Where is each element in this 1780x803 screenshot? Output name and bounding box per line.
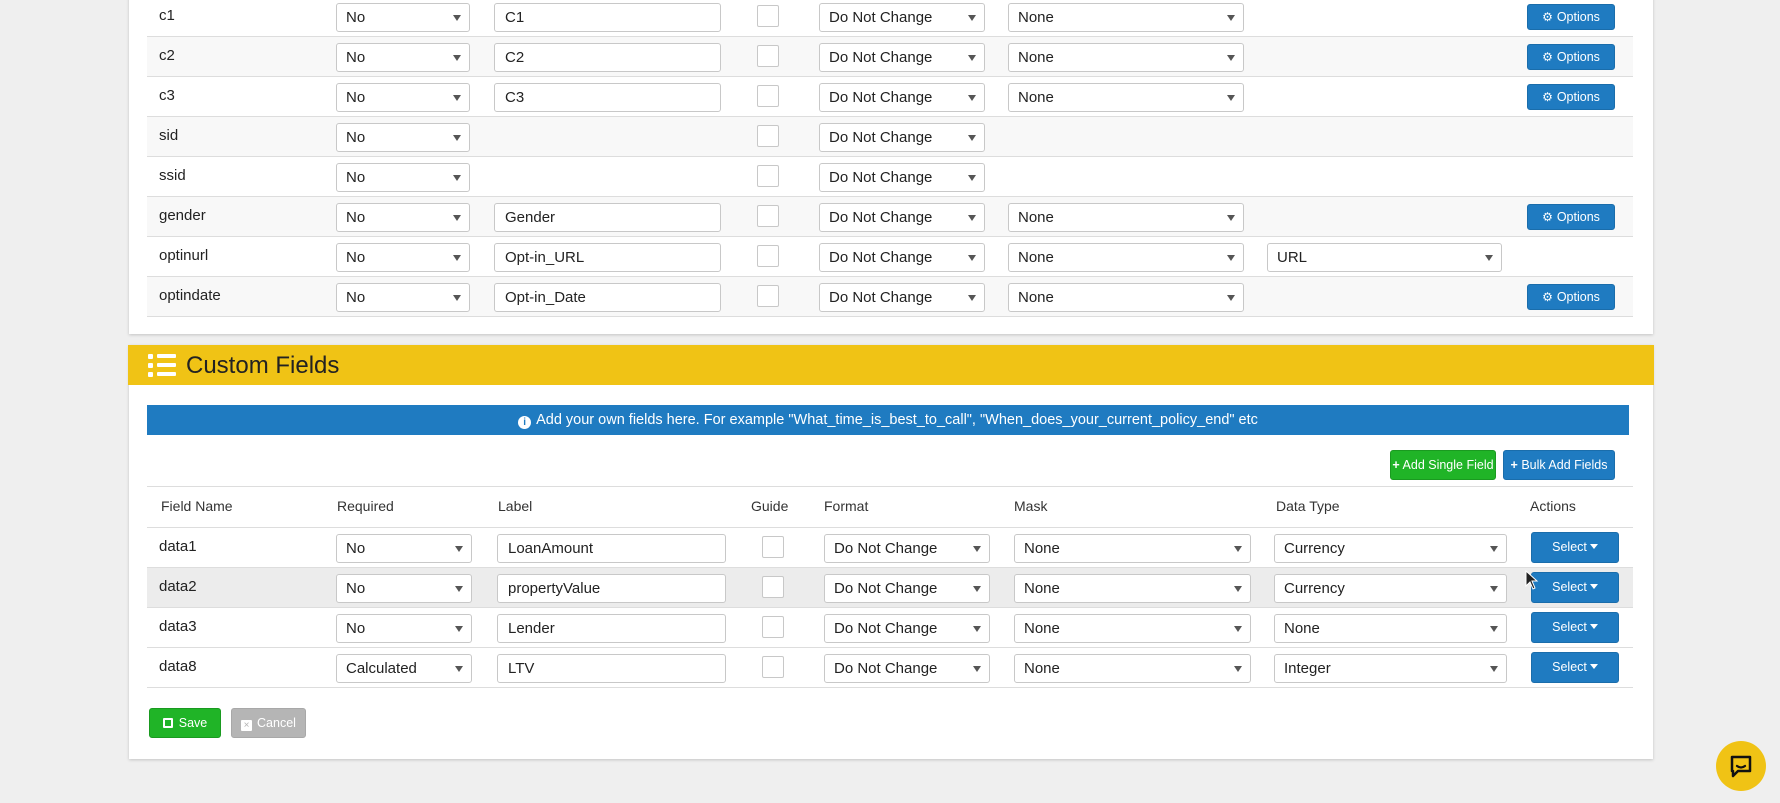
required-select[interactable]: No: [336, 3, 470, 32]
required-select[interactable]: No: [336, 614, 472, 643]
table-divider: [147, 486, 1633, 487]
column-header: Format: [824, 498, 869, 514]
field-name: data1: [159, 538, 197, 555]
format-select[interactable]: Do Not Change: [819, 283, 985, 312]
caret-down-icon: [973, 666, 981, 672]
options-button[interactable]: ⚙ Options: [1527, 44, 1615, 70]
caret-down-icon: [1590, 584, 1598, 589]
caret-down-icon: [968, 175, 976, 181]
table-row: [147, 157, 1633, 197]
caret-down-icon: [453, 55, 461, 61]
table-row: [147, 0, 1633, 37]
label-input[interactable]: Opt-in_Date: [494, 283, 721, 312]
caret-down-icon: [455, 546, 463, 552]
cancel-button[interactable]: × Cancel: [231, 708, 306, 738]
data-type-select[interactable]: Integer: [1274, 654, 1507, 683]
column-header: Required: [337, 498, 394, 514]
info-text: Add your own fields here. For example "What_time_is_best_to_call", "When_does_your_current_policy_end" etc: [536, 412, 1258, 428]
field-name: optindate: [159, 287, 221, 304]
caret-down-icon: [1227, 55, 1235, 61]
caret-down-icon: [453, 135, 461, 141]
required-select[interactable]: No: [336, 574, 472, 603]
label-input[interactable]: LTV: [497, 654, 726, 683]
format-select[interactable]: Do Not Change: [819, 203, 985, 232]
gears-icon: ⚙: [1542, 210, 1553, 224]
caret-down-icon: [1234, 626, 1242, 632]
select-action-button[interactable]: Select: [1531, 572, 1619, 603]
label-input[interactable]: LoanAmount: [497, 534, 726, 563]
label-input[interactable]: C2: [494, 43, 721, 72]
required-select[interactable]: No: [336, 163, 470, 192]
mask-select[interactable]: None: [1014, 534, 1251, 563]
field-name: c2: [159, 47, 175, 64]
gears-icon: ⚙: [1542, 50, 1553, 64]
required-select[interactable]: No: [336, 43, 470, 72]
mask-select[interactable]: None: [1008, 283, 1244, 312]
mouse-cursor: [1525, 570, 1539, 590]
caret-down-icon: [453, 15, 461, 21]
caret-down-icon: [968, 15, 976, 21]
caret-down-icon: [1234, 666, 1242, 672]
table-row: [147, 237, 1633, 277]
table-row: [147, 648, 1633, 688]
guide-checkbox[interactable]: [757, 245, 779, 267]
column-header: Field Name: [161, 498, 233, 514]
column-header: Actions: [1530, 498, 1576, 514]
format-select[interactable]: Do Not Change: [824, 534, 990, 563]
format-select[interactable]: Do Not Change: [819, 123, 985, 152]
data-type-select[interactable]: URL: [1267, 243, 1502, 272]
guide-checkbox[interactable]: [757, 45, 779, 67]
info-circle-icon: i: [518, 416, 531, 429]
label-input[interactable]: C3: [494, 83, 721, 112]
caret-down-icon: [1490, 586, 1498, 592]
format-select[interactable]: Do Not Change: [819, 83, 985, 112]
table-row: [147, 37, 1633, 77]
guide-checkbox[interactable]: [757, 5, 779, 27]
required-select[interactable]: No: [336, 123, 470, 152]
field-name: c1: [159, 7, 175, 24]
caret-down-icon: [1227, 255, 1235, 261]
table-row: [147, 77, 1633, 117]
caret-down-icon: [1227, 95, 1235, 101]
field-name: data8: [159, 658, 197, 675]
required-select[interactable]: No: [336, 283, 470, 312]
field-name: sid: [159, 127, 179, 144]
caret-down-icon: [455, 626, 463, 632]
data-type-select[interactable]: None: [1274, 614, 1507, 643]
table-row: [147, 528, 1633, 568]
mask-select[interactable]: None: [1008, 203, 1244, 232]
caret-down-icon: [973, 626, 981, 632]
caret-down-icon: [453, 215, 461, 221]
label-input[interactable]: Lender: [497, 614, 726, 643]
caret-down-icon: [1227, 295, 1235, 301]
caret-down-icon: [453, 175, 461, 181]
caret-down-icon: [1485, 255, 1493, 261]
table-row: [147, 568, 1633, 608]
caret-down-icon: [968, 215, 976, 221]
caret-down-icon: [973, 546, 981, 552]
caret-down-icon: [1590, 624, 1598, 629]
caret-down-icon: [1234, 546, 1242, 552]
plus-icon: +: [1392, 458, 1400, 472]
format-select[interactable]: Do Not Change: [824, 654, 990, 683]
guide-checkbox[interactable]: [762, 536, 784, 558]
label-input[interactable]: Gender: [494, 203, 721, 232]
gears-icon: ⚙: [1542, 10, 1553, 24]
plus-icon: +: [1510, 458, 1518, 472]
mask-select[interactable]: None: [1008, 43, 1244, 72]
field-name: c3: [159, 87, 175, 104]
caret-down-icon: [973, 586, 981, 592]
options-button[interactable]: ⚙ Options: [1527, 204, 1615, 230]
format-select[interactable]: Do Not Change: [824, 614, 990, 643]
format-select[interactable]: Do Not Change: [819, 163, 985, 192]
label-input[interactable]: C1: [494, 3, 721, 32]
caret-down-icon: [968, 295, 976, 301]
custom-fields-header: [128, 345, 1654, 385]
guide-checkbox[interactable]: [762, 576, 784, 598]
guide-checkbox[interactable]: [757, 285, 779, 307]
custom-fields-title: Custom Fields: [186, 352, 340, 379]
table-row: [147, 197, 1633, 237]
mask-select[interactable]: None: [1008, 83, 1244, 112]
select-action-button[interactable]: Select: [1531, 652, 1619, 683]
custom-fields-info-banner: [147, 405, 1629, 435]
data-type-select[interactable]: Currency: [1274, 534, 1507, 563]
guide-checkbox[interactable]: [757, 205, 779, 227]
mask-select[interactable]: None: [1008, 3, 1244, 32]
chat-icon: [1728, 753, 1754, 779]
format-select[interactable]: Do Not Change: [819, 43, 985, 72]
required-select[interactable]: No: [336, 534, 472, 563]
field-name: data2: [159, 578, 197, 595]
column-header: Mask: [1014, 498, 1048, 514]
label-input[interactable]: Opt-in_URL: [494, 243, 721, 272]
caret-down-icon: [1490, 626, 1498, 632]
chat-widget-button[interactable]: [1716, 741, 1766, 791]
caret-down-icon: [455, 666, 463, 672]
field-name: data3: [159, 618, 197, 635]
mask-select[interactable]: None: [1014, 614, 1251, 643]
table-row: [147, 277, 1633, 317]
data-type-select[interactable]: Currency: [1274, 574, 1507, 603]
caret-down-icon: [455, 586, 463, 592]
mask-select[interactable]: None: [1014, 574, 1251, 603]
add-single-field-button[interactable]: + Add Single Field: [1390, 450, 1496, 480]
caret-down-icon: [968, 55, 976, 61]
guide-checkbox[interactable]: [757, 85, 779, 107]
caret-down-icon: [968, 135, 976, 141]
label-input[interactable]: propertyValue: [497, 574, 726, 603]
field-name: optinurl: [159, 247, 209, 264]
caret-down-icon: [1234, 586, 1242, 592]
required-select[interactable]: No: [336, 203, 470, 232]
guide-checkbox[interactable]: [757, 165, 779, 187]
caret-down-icon: [1227, 215, 1235, 221]
column-header: Guide: [751, 498, 789, 514]
standard-fields-panel: [129, 0, 1653, 334]
column-header: Label: [498, 498, 533, 514]
column-header: Data Type: [1276, 498, 1340, 514]
bulk-add-fields-button[interactable]: + Bulk Add Fields: [1503, 450, 1615, 480]
caret-down-icon: [453, 295, 461, 301]
guide-checkbox[interactable]: [757, 125, 779, 147]
required-select[interactable]: Calculated: [336, 654, 472, 683]
caret-down-icon: [1590, 544, 1598, 549]
field-name: ssid: [159, 167, 186, 184]
options-button[interactable]: ⚙ Options: [1527, 84, 1615, 110]
custom-fields-panel: [129, 345, 1653, 759]
select-action-button[interactable]: Select: [1531, 532, 1619, 563]
table-row: [147, 608, 1633, 648]
gears-icon: ⚙: [1542, 90, 1553, 104]
table-row: [147, 117, 1633, 157]
caret-down-icon: [1227, 15, 1235, 21]
caret-down-icon: [453, 95, 461, 101]
select-action-button[interactable]: Select: [1531, 612, 1619, 643]
format-select[interactable]: Do Not Change: [819, 3, 985, 32]
required-select[interactable]: No: [336, 243, 470, 272]
options-button[interactable]: ⚙ Options: [1527, 284, 1615, 310]
close-square-icon: ×: [241, 720, 252, 731]
guide-checkbox[interactable]: [762, 616, 784, 638]
caret-down-icon: [1490, 666, 1498, 672]
mask-select[interactable]: None: [1008, 243, 1244, 272]
required-select[interactable]: No: [336, 83, 470, 112]
save-icon: [163, 718, 173, 728]
gears-icon: ⚙: [1542, 290, 1553, 304]
save-button[interactable]: Save: [149, 708, 221, 738]
format-select[interactable]: Do Not Change: [824, 574, 990, 603]
caret-down-icon: [453, 255, 461, 261]
format-select[interactable]: Do Not Change: [819, 243, 985, 272]
caret-down-icon: [1490, 546, 1498, 552]
caret-down-icon: [1590, 664, 1598, 669]
caret-down-icon: [968, 95, 976, 101]
guide-checkbox[interactable]: [762, 656, 784, 678]
caret-down-icon: [968, 255, 976, 261]
list-icon: [148, 353, 176, 377]
field-name: gender: [159, 207, 206, 224]
mask-select[interactable]: None: [1014, 654, 1251, 683]
options-button[interactable]: ⚙ Options: [1527, 4, 1615, 30]
